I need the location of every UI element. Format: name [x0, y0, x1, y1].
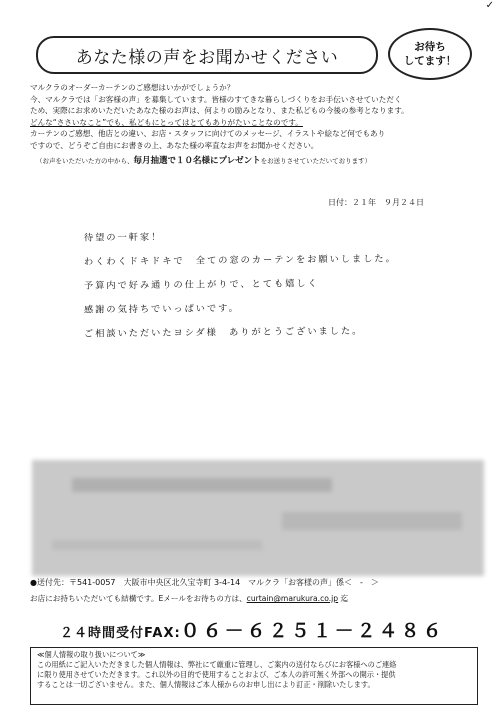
comment-line: 待望の一軒家！: [83, 231, 163, 244]
email-link[interactable]: curtain@marukura.co.jp: [246, 594, 339, 603]
date-field: 日付：２１年 ９月２４日: [328, 198, 424, 207]
email-note: [30, 593, 348, 604]
speech-bubble: [388, 28, 472, 80]
comment-line: ご相談いただいたヨシダ様 ありがとうございました。: [83, 325, 364, 340]
email-note-prefix: お店にお持ちいただいても結構です。Eメールをお待ちの方は、: [30, 594, 247, 603]
intro-line: 今、マルクラでは「お客様の声」を募集しています。皆様のすてきな暮らしづくりをお手伝いさせていただく: [30, 94, 402, 104]
fax-number: ０６－６２５１－２４８６: [180, 620, 445, 642]
intro-line: カーテンのご感想、他店との違い、お店・スタッフに向けてのメッセージ、イラストや絵など何でもあり: [30, 129, 386, 139]
note-prefix: （お声をいただいた方の中から、: [36, 157, 134, 165]
privacy-line: することは一切ございません。また、個人情報はご本人様からのお申し出により訂正・削除いたします。: [37, 680, 375, 689]
bubble-line-2: してます！: [403, 55, 457, 67]
handwritten-comment: [84, 225, 397, 345]
intro-line: マルクラのオーダーカーテンのご感想はいかがでしょうか？: [30, 83, 235, 92]
check-mark-icon: ✓: [485, 0, 494, 11]
page-title: あなた様の声をお聞かせください: [36, 36, 378, 74]
email-note-suffix: 迄: [338, 594, 349, 603]
intro-line: ため、実際にお求めいただいたあなた様のお声は、何よりの励みとなり、また私どもの今後の参考となります。: [30, 106, 409, 116]
privacy-box: [30, 647, 478, 705]
prize-note: [36, 154, 371, 166]
intro-text: [30, 82, 409, 152]
note-suffix: をお送りさせていただいております）: [260, 157, 372, 165]
intro-line: ですので、どうぞご自由にお書きの上、あなた様の率直なお声をお聞かせください。: [30, 140, 319, 150]
privacy-line: に限り使用させていただきます。これ以外の目的で使用することおよび、ご本人の許可無く外部への開示・提供: [37, 670, 396, 679]
privacy-line: この用紙にご記入いただきました個人情報は、弊社にて厳重に管理し、ご案内の送付ならびにお客様へのご連絡: [37, 660, 397, 669]
intro-line: どんな“ささいなこと”でも、私どもにとってはとてもありがたいことなのです。: [30, 117, 303, 127]
comment-line: 予算内で好み通りの仕上がりで、とても嬉しく: [83, 278, 319, 292]
mailing-address: ●送付先：〒541-0057 大阪市中央区北久宝寺町 3-4-14 マルクラ「お客様の声」係＜ - ＞: [30, 578, 379, 587]
note-bold: 毎月抽選で１０名様にプレゼント: [133, 156, 261, 166]
blurred-region: [32, 460, 484, 576]
fax-line: [60, 616, 445, 643]
comment-line: 感謝の気持ちでいっぱいです。: [83, 303, 240, 316]
bubble-line-1: お待ち: [414, 41, 446, 53]
fax-label: ２４時間受付FAX:: [60, 626, 181, 641]
privacy-heading: ≪個人情報の取り扱いについて≫: [37, 650, 146, 659]
comment-line: わくわくドキドキで 全ての窓のカーテンをお願いしました。: [83, 253, 397, 268]
